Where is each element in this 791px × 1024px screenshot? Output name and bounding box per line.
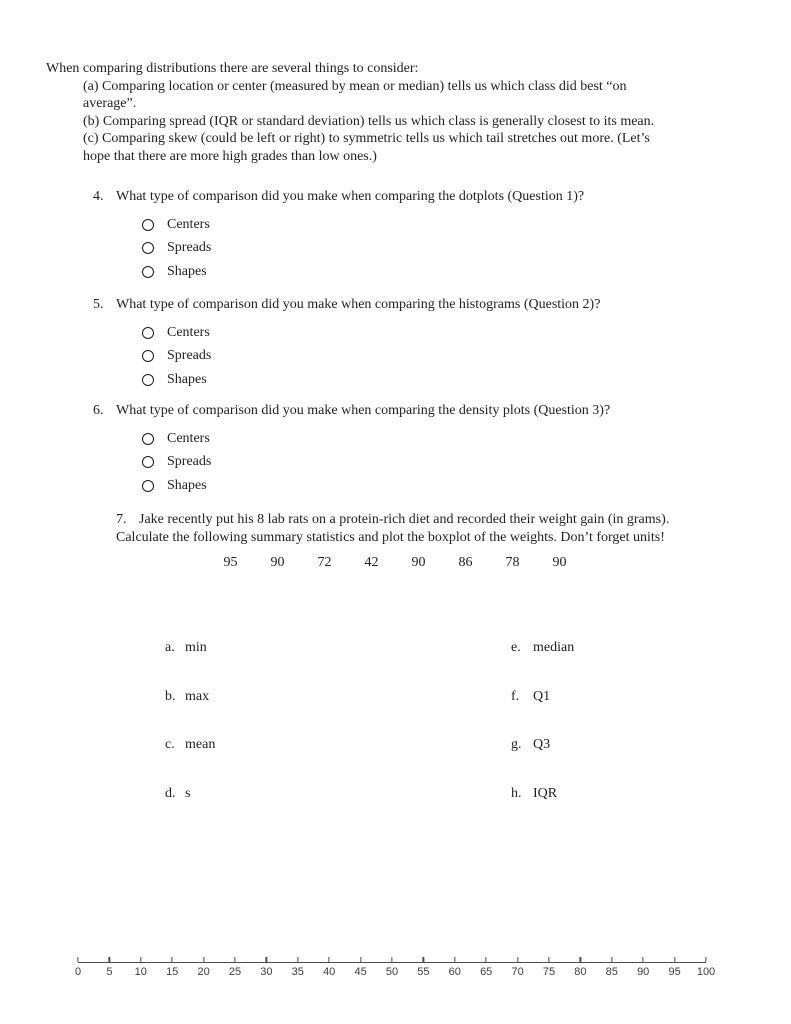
- axis-tick-label: 50: [385, 966, 399, 978]
- axis-tick-mark: [611, 957, 612, 962]
- axis-tick-label: 25: [228, 966, 242, 978]
- data-value: 86: [458, 555, 473, 570]
- axis-tick-label: 35: [291, 966, 304, 978]
- radio-button-icon[interactable]: [142, 374, 154, 386]
- axis-tick-label: 30: [260, 966, 273, 978]
- radio-option[interactable]: [142, 368, 600, 392]
- radio-option[interactable]: [142, 451, 610, 475]
- radio-button-icon[interactable]: [142, 266, 154, 278]
- radio-option-label: Shapes: [167, 371, 207, 387]
- axis-tick-label: 0: [74, 966, 82, 978]
- data-value: 95: [223, 555, 238, 570]
- intro-line: hope that there are more high grades than low ones.): [83, 148, 377, 164]
- axis-tick-mark: [643, 957, 644, 962]
- axis-tick-mark: [454, 957, 455, 962]
- axis-tick-label: 45: [354, 966, 367, 978]
- axis-tick-mark: [234, 957, 235, 962]
- stat-label: Q3: [533, 737, 551, 753]
- summary-stat-item: [165, 737, 215, 786]
- radio-option-label: Centers: [167, 430, 210, 446]
- stat-label: mean: [185, 737, 216, 753]
- axis-tick-label: 10: [134, 966, 147, 978]
- summary-stat-item: [511, 737, 574, 786]
- summary-stat-item: [165, 786, 215, 835]
- summary-stats-right-column: [511, 640, 574, 835]
- radio-option-label: Spreads: [167, 240, 212, 256]
- stat-letter: h.: [511, 786, 522, 802]
- question-options: [142, 213, 584, 284]
- axis-tick-mark: [172, 957, 173, 962]
- radio-button-icon[interactable]: [142, 456, 154, 468]
- data-value: 90: [411, 555, 426, 570]
- question-heading: [93, 402, 610, 420]
- stat-label: s: [185, 786, 191, 802]
- radio-option-label: Shapes: [167, 477, 207, 493]
- data-values-row: [207, 555, 669, 571]
- intro-line: average”.: [83, 96, 137, 111]
- axis-tick-mark: [77, 957, 78, 962]
- radio-option-label: Centers: [167, 324, 210, 340]
- radio-option[interactable]: [142, 260, 584, 284]
- question-text: Calculate the following summary statistics and plot the boxplot of the weights. Don’t forget units!: [116, 529, 665, 545]
- question-text: Jake recently put his 8 lab rats on a protein-rich diet and recorded their weight gain (in grams).: [139, 512, 670, 527]
- axis-tick-label: 75: [542, 966, 556, 978]
- intro-paragraph: [46, 60, 654, 165]
- data-value: 72: [317, 555, 332, 570]
- axis-tick-label: 5: [106, 966, 113, 978]
- radio-option-label: Centers: [167, 216, 210, 232]
- axis-tick-label: 60: [448, 966, 461, 978]
- axis-tick-label: 15: [166, 966, 179, 978]
- stat-letter: e.: [511, 640, 521, 655]
- question-text: What type of comparison did you make when comparing the histograms (Question 2)?: [116, 297, 601, 312]
- question-7: [93, 511, 669, 571]
- question-number: 7.: [116, 512, 127, 527]
- radio-option[interactable]: [142, 474, 610, 498]
- intro-line: (a) Comparing location or center (measured by mean or median) tells us which class did best “on: [83, 78, 627, 94]
- radio-option[interactable]: [142, 237, 584, 261]
- radio-option-label: Shapes: [167, 263, 207, 279]
- axis-tick-mark: [109, 957, 110, 962]
- summary-stats-left-column: [165, 640, 215, 835]
- radio-option[interactable]: [142, 321, 600, 345]
- radio-button-icon[interactable]: [142, 242, 154, 254]
- axis-tick-mark: [486, 957, 487, 962]
- stat-label: Q1: [533, 688, 551, 704]
- axis-tick-label: 95: [668, 966, 681, 978]
- data-value: 90: [552, 555, 567, 570]
- axis-tick-label: 100: [696, 966, 716, 978]
- axis-tick-label: 55: [417, 966, 430, 978]
- intro-line: (b) Comparing spread (IQR or standard deviation) tells us which class is generally closest to its mean.: [83, 113, 655, 129]
- question-number: 4.: [93, 189, 104, 204]
- radio-button-icon[interactable]: [142, 433, 154, 445]
- axis-line: [78, 962, 706, 963]
- stat-letter: d.: [165, 786, 176, 802]
- question-number: 6.: [93, 403, 104, 418]
- radio-option[interactable]: [142, 427, 610, 451]
- data-value: 78: [505, 555, 520, 570]
- summary-stat-item: [165, 640, 215, 689]
- stat-label: min: [185, 640, 207, 655]
- question-number: 5.: [93, 297, 104, 312]
- stat-letter: a.: [165, 640, 175, 655]
- radio-button-icon[interactable]: [142, 350, 154, 362]
- question-heading: [116, 511, 669, 529]
- question-text: What type of comparison did you make when comparing the density plots (Question 3)?: [116, 403, 611, 418]
- question-5: [93, 296, 600, 392]
- question-text: What type of comparison did you make when comparing the dotplots (Question 1)?: [116, 189, 585, 204]
- axis-tick-mark: [140, 957, 141, 962]
- axis-tick-mark: [391, 957, 392, 962]
- radio-option-label: Spreads: [167, 348, 212, 364]
- stat-letter: g.: [511, 737, 522, 753]
- axis-tick-label: 70: [511, 966, 524, 978]
- intro-line: (c) Comparing skew (could be left or right) to symmetric tells us which tail stretches out more. (Let’s: [83, 131, 650, 146]
- stat-letter: f.: [511, 688, 520, 704]
- axis-tick-label: 80: [574, 966, 587, 978]
- summary-stat-item: [511, 786, 574, 835]
- axis-tick-label: 40: [323, 966, 336, 978]
- axis-tick-label: 65: [480, 966, 493, 978]
- question-options: [142, 427, 610, 498]
- axis-tick-mark: [297, 957, 298, 962]
- radio-button-icon[interactable]: [142, 327, 154, 339]
- radio-option-label: Spreads: [167, 454, 212, 470]
- radio-option[interactable]: [142, 213, 584, 237]
- question-options: [142, 321, 600, 392]
- stat-label: median: [533, 640, 575, 655]
- stat-label: max: [185, 688, 210, 704]
- stat-letter: c.: [165, 737, 175, 753]
- boxplot-axis: [74, 957, 716, 987]
- axis-tick-label: 20: [197, 966, 210, 978]
- axis-tick-mark: [203, 957, 204, 962]
- radio-option[interactable]: [142, 345, 600, 369]
- axis-tick-mark: [674, 957, 675, 962]
- axis-tick-mark: [580, 957, 581, 962]
- axis-tick-mark: [360, 957, 361, 962]
- axis-tick-mark: [329, 957, 330, 962]
- axis-tick-mark: [423, 957, 424, 962]
- question-heading: [93, 188, 584, 206]
- radio-button-icon[interactable]: [142, 480, 154, 492]
- data-value: 42: [364, 555, 379, 570]
- axis-tick-mark: [517, 957, 518, 962]
- summary-stat-item: [165, 689, 215, 738]
- axis-tick-mark: [548, 957, 549, 962]
- stat-letter: b.: [165, 688, 176, 704]
- question-heading: [93, 296, 600, 314]
- intro-line: When comparing distributions there are several things to consider:: [46, 61, 419, 76]
- question-4: [93, 188, 584, 284]
- axis-tick-label: 90: [637, 966, 650, 978]
- summary-stat-item: [511, 689, 574, 738]
- stat-label: IQR: [533, 786, 558, 802]
- axis-tick-mark: [266, 957, 267, 962]
- question-6: [93, 402, 610, 498]
- summary-stat-item: [511, 640, 574, 689]
- axis-tick-label: 85: [605, 966, 618, 978]
- data-value: 90: [270, 555, 285, 570]
- radio-button-icon[interactable]: [142, 219, 154, 231]
- axis-tick-mark: [705, 957, 706, 962]
